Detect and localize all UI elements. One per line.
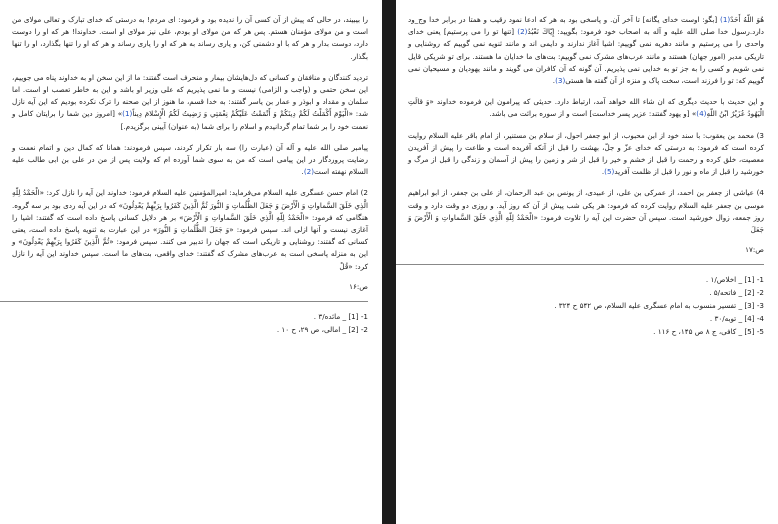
left-page-body — [12, 14, 368, 273]
footnote-ref-link[interactable]: (2) — [303, 167, 315, 177]
paragraph-text: هُوَ اللّهُ أَحَدٌ — [730, 15, 764, 24]
paragraph-text: و این حدیث با حدیث دیگری که ان شاء الله خواهد آمد، ارتباط دارد. حدیثی که پیرامون این فرموده خداوند «وَ قالَتِ الْيَهُودُ عُزَيْرٌ ابْنُ اللّهِ — [408, 97, 764, 119]
paragraph-text: » [امروز دین شما را برایتان کامل و نعمت خود را بر شما تمام گردانیدم و اسلام را برای شما (به عنوان) آیینی برگزیدم.] — [12, 109, 368, 131]
footnote-ref-link[interactable]: (5) — [604, 167, 615, 177]
footnote: 4- [4] _ توبه/۳۰ . — [709, 314, 764, 324]
paragraph-text: » [و یهود گفتند: عزیر پسر خداست] است و از سوره برائت می باشد. — [489, 109, 697, 119]
paragraph — [408, 187, 764, 236]
right-page — [396, 0, 778, 524]
footnotes — [12, 310, 368, 336]
paragraph — [12, 14, 368, 63]
footnote-divider — [396, 264, 764, 265]
page-number: ص:۱۷ — [745, 245, 764, 255]
paragraph-text: تردید کنندگان و منافقان و کسانی که دل‌هایشان بیمار و منحرف است گفتند: ما از این سخن او به خداوند پناه می جوییم، این سخن حتمی و (واجب و الزامی) نیست و ما نمی پذیریم که علی وزیر او باشد و این به خاطر تعصب او است. اما سلمان و مقداد و ابوذر و عمار بن یاسر گفتند: به خدا قسم، ما هنوز از این صحنه را ترک نکرده بودیم که این آیه نازل شد: «الْيَوْمَ أَكْمَلْتُ لَكُمْ دِينَكُمْ وَ أَتْمَمْتُ عَلَيْكُمْ نِعْمَتِي وَ رَضِيتُ لَكُمُ الْإِسْلامَ دِيناً — [12, 72, 368, 119]
footnote-ref-link[interactable]: (4) — [696, 109, 707, 119]
paragraph-text: . — [301, 167, 304, 177]
footnote-divider — [0, 301, 368, 302]
paragraph-text: [تنها تو را می پرستیم] یعنی خدای واحدی را می پرستیم و مانند دهریه نمی گوییم: اشیا آغاز ندارند و دایمی اند و مانند ثنویه نمی گوییم که روشنایی و تاریکی مدبر (امور جهان) هستند و مانند عرب‌های مشرک نمی گوییم: بت‌های ما خدایان ما هستند. برای تو شریکی قایل نمی شویم و کسی را به جز تو به خدایی نمی پذیریم. آن گونه که آن کافران می گویند و مانند یهودیان و مسیحیان نمی گوییم که: تو را فرزند است، سخت پاک و منزه از آن گفته ها هستی — [408, 27, 764, 86]
footnote-ref-link[interactable]: (3) — [555, 76, 566, 86]
page-number: ص:۱۶ — [349, 281, 368, 291]
paragraph — [408, 130, 764, 179]
paragraph-text: . — [552, 76, 556, 86]
paragraph-text: 4) عیاشی از جعفر بن احمد، از عمرکی بن علی، از عبیدی، از یونس بن عبد الرحمان، از علی بن جعفر، از ابو ابراهیم موسی بن جعفر علیه السلام روایت کرده که فرمود: هر یکی شب پیش از آن که روز آید. و روزی دو وقت دارد و وقت روز جمعه، زوال خورشید است. سپس آن حضرت این آیه را تلاوت فرمود: «الْحَمْدُ لِلّهِ الَّذِي خَلَقَ السَّماواتِ وَ الْأَرْضَ وَ جَعَلَ — [408, 188, 764, 235]
paragraph — [12, 142, 368, 179]
page-divider — [382, 0, 396, 524]
right-page-body — [408, 14, 764, 236]
paragraph — [408, 14, 764, 87]
footnote: 5- [5] _ کافی، ج ۸ ص ۱۴۵، ح ۱۱۶ . — [653, 327, 764, 337]
paragraph-text: . — [601, 167, 605, 177]
footnote: 1- [1] _ مائده/۳ . — [313, 311, 368, 321]
paragraph-text: [بگو: اوست خدای یگانه] تا آخر آن. و پاسخی بود به هر که ادعا نمود رقیب و همتا در برابر خدا وج_ود دارد.رسول خدا صلی الله علیه و آله به اصحاب خود فرمود: بگویید: إِيّاكَ نَعْبُدُ — [408, 15, 764, 37]
footnote: 2- [2] _ امالی، ص ۲۹، ح ۱۰ . — [276, 324, 368, 334]
footnote-ref-link[interactable]: (1) — [122, 109, 133, 119]
footnote-ref-link[interactable]: (1) — [720, 15, 731, 24]
left-page — [0, 0, 382, 524]
footnote: 1- [1] _ اخلاص/۱ . — [705, 275, 764, 285]
paragraph — [12, 72, 368, 133]
paragraph — [408, 96, 764, 120]
footnote-ref-link[interactable]: (2) — [517, 27, 528, 37]
paragraph-text: را بیبیند، در حالی که پیش از آن کسی آن را ندیده بود و فرمود: ای مردم! به درستی که خدای تبارک و تعالی مولای من است و من مولای مؤمنان هستم. پس هر که من مولای او بودم، علی نیز مولای او است. خداوندا! هر که او را دوست دارد، دوست بدار و هر که با او دشمنی کن، و یاری رساند به هر که او را یاری رساند و هر که او را تنها بگذارد، او را تنها بگذار. — [12, 15, 368, 61]
footnote: 2- [2] _ فاتحه/۵ . — [709, 288, 764, 298]
paragraph — [12, 187, 368, 272]
paragraph-text: پیامبر صلی الله علیه و آله آن (عبارت را) سه بار تکرار کردند، سپس فرمودند: همانا که کمال دین و اتمام نعمت و رضایت پروردگار در این پیامی است که من به سوی شما آورده ام که ولایت پس از من در علی بن ابی طالب علیه السلام نهفته است — [12, 142, 368, 177]
footnotes — [408, 273, 764, 338]
paragraph-text: 3) محمد بن یعقوب: با سند خود از ابن محبوب، از ابو جعفر احول، از سلام بن مستنیر، از امام باقر علیه السلام روایت کرده است که فرمود: به درستی که خدای عزّ و جلّ، بهشت را قبل از آنکه آفریده است و طاعت را پیش از آفریدن معصیت، خلق کرده و رحمت را قبل از خشم و خیر را قبل از شر و زمین را پیش از آسمان و زندگی را قبل از مرگ و خورشید را قبل از ماه و نور را قبل از ظلمت آفرید — [408, 130, 764, 177]
footnote: 3- [3] _ تفسیر منسوب به امام عسگری علیه السلام، ص ۵۴۲ ح ۳۲۴ . — [554, 301, 764, 311]
paragraph-text: 2) امام حسن عسگری علیه السلام می‌فرماید: امیرالمؤمنین علیه السلام فرمود: خداوند این آیه را نازل کرد: «الْحَمْدُ لِلّهِ الَّذِي خَلَقَ السَّماواتِ وَ الْأَرْضَ وَ جَعَلَ الظُّلُماتِ وَ النُّورَ ثُمَّ الَّذِينَ كَفَرُوا بِرَبِّهِمْ يَعْدِلُونَ» که در این آیه ردی بود بر سه گروه. هنگامی که فرمود: «الْحَمْدُ لِلّهِ الَّذِي خَلَقَ السَّماواتِ وَ الْأَرْضَ» بر هر دلایل کسانی پاسخ داده است که گفتند: اشیا را آغازی نیست و آنها ازلی اند. سپس فرمود: «وَ جَعَلَ الظُّلُماتِ وَ النُّورَ» در این عبارت به ثنویه پاسخ داده است، یعنی کسانی که گفتند: روشنایی و تاریکی است که جهان را تدبیر می کنند. سپس فرمود: «ثُمَّ الَّذِينَ كَفَرُوا بِرَبِّهِمْ يَعْدِلُونَ» و این به منزله پاسخی است به عرب‌های مشرک که گفتند: خدای واقعی، بت‌های ما است. سپس خداوند این آیه را نازل کرد: «قُلْ — [12, 188, 368, 271]
